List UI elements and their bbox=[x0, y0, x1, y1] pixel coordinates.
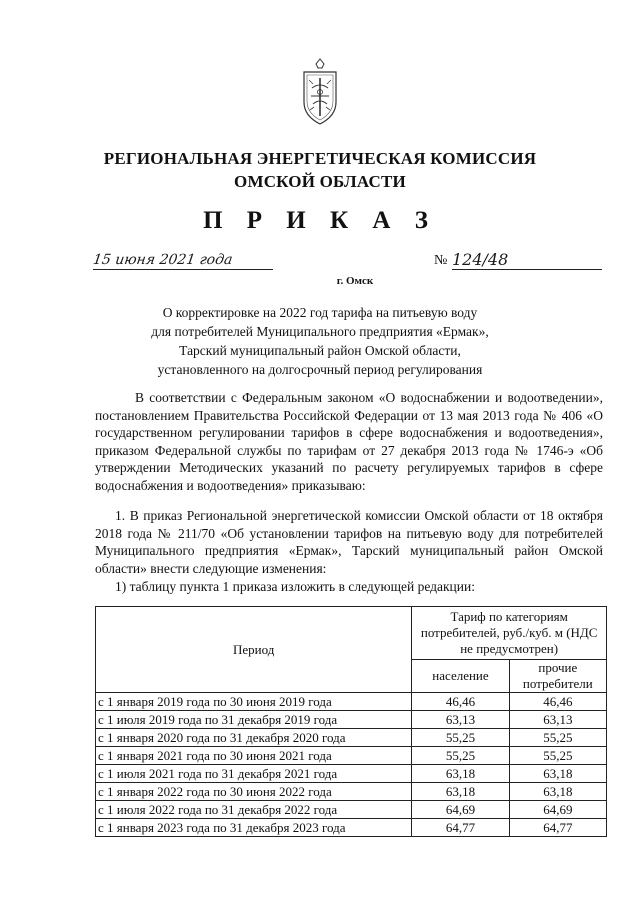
table-row bbox=[96, 693, 607, 711]
row-population-tariff: 63,18 bbox=[412, 765, 509, 783]
row-population-tariff: 55,25 bbox=[412, 729, 509, 747]
subject-line: О корректировке на 2022 год тарифа на питьевую воду bbox=[162, 305, 478, 320]
header-other-consumers: прочие потребители bbox=[509, 660, 606, 693]
organization-name-line1: РЕГИОНАЛЬНАЯ ЭНЕРГЕТИЧЕСКАЯ КОМИССИЯ bbox=[103, 149, 537, 168]
number-underline bbox=[452, 269, 602, 270]
subject-line: для потребителей Муниципального предприятия «Ермак», bbox=[151, 324, 489, 339]
row-other-tariff: 64,77 bbox=[509, 819, 606, 837]
row-population-tariff: 46,46 bbox=[412, 693, 509, 711]
number-sign: № bbox=[434, 253, 448, 268]
row-other-tariff: 63,18 bbox=[509, 783, 606, 801]
document-type-title: П Р И К А З bbox=[203, 207, 437, 234]
row-population-tariff: 64,77 bbox=[412, 819, 509, 837]
row-period: с 1 января 2023 года по 31 декабря 2023 года bbox=[96, 819, 412, 837]
row-population-tariff: 55,25 bbox=[412, 747, 509, 765]
row-period: с 1 января 2021 года по 30 июня 2021 года bbox=[96, 747, 412, 765]
table-row bbox=[96, 747, 607, 765]
body-paragraph-preamble: В соответствии с Федеральным законом «О водоснабжении и водоотведении», постановлением Правительства Российской Федерации от 13 мая 2013 года № 406 «О государственном регулировании тарифов в сфере водоснабжения и водоотведения», приказом Федеральной службы по тарифам от 27 декабря 2013 года № 1746-э «Об утверждении Методических указаний по расчету регулируемых тарифов в сфере водоснабжения и водоотведения» приказываю: bbox=[95, 390, 603, 493]
subject-line: установленного на долгосрочный период регулирования bbox=[157, 362, 483, 377]
row-other-tariff: 63,13 bbox=[509, 711, 606, 729]
date-underline bbox=[93, 269, 273, 270]
row-population-tariff: 63,13 bbox=[412, 711, 509, 729]
table-row bbox=[96, 729, 607, 747]
subject-line: Тарский муниципальный район Омской области, bbox=[179, 343, 461, 358]
document-subject bbox=[0, 303, 640, 379]
row-other-tariff: 55,25 bbox=[509, 747, 606, 765]
body-paragraph-subitem1: 1) таблицу пункта 1 приказа изложить в следующей редакции: bbox=[115, 579, 475, 594]
row-population-tariff: 63,18 bbox=[412, 783, 509, 801]
header-population: население bbox=[412, 660, 509, 693]
body-paragraph-item1: 1. В приказ Региональной энергетической комиссии Омской области от 18 октября 2018 года № 211/70 «Об установлении тарифов на питьевую воду для потребителей Муниципального предприятия «Ермак», Тарский муниципальный район Омской области» внести следующие изменения: bbox=[95, 508, 603, 576]
row-period: с 1 января 2019 года по 30 июня 2019 года bbox=[96, 693, 412, 711]
header-period: Период bbox=[96, 607, 412, 693]
row-period: с 1 июля 2021 года по 31 декабря 2021 года bbox=[96, 765, 412, 783]
table-row bbox=[96, 765, 607, 783]
row-period: с 1 июля 2022 года по 31 декабря 2022 года bbox=[96, 801, 412, 819]
tariff-table bbox=[95, 606, 607, 837]
row-population-tariff: 64,69 bbox=[412, 801, 509, 819]
row-period: с 1 июля 2019 года по 31 декабря 2019 года bbox=[96, 711, 412, 729]
organization-name-line2: ОМСКОЙ ОБЛАСТИ bbox=[234, 172, 406, 191]
row-other-tariff: 55,25 bbox=[509, 729, 606, 747]
table-row bbox=[96, 711, 607, 729]
coat-of-arms-icon bbox=[300, 58, 340, 126]
row-other-tariff: 63,18 bbox=[509, 765, 606, 783]
header-tariff: Тариф по категориям потребителей, руб./куб. м (НДС не предусмотрен) bbox=[412, 607, 607, 660]
row-other-tariff: 46,46 bbox=[509, 693, 606, 711]
row-other-tariff: 64,69 bbox=[509, 801, 606, 819]
table-row bbox=[96, 783, 607, 801]
table-row bbox=[96, 819, 607, 837]
document-date: 15 июня 2021 года bbox=[91, 252, 234, 268]
row-period: с 1 января 2020 года по 31 декабря 2020 года bbox=[96, 729, 412, 747]
city-label: г. Омск bbox=[336, 275, 374, 287]
document-number: 124/48 bbox=[452, 250, 509, 269]
table-row bbox=[96, 801, 607, 819]
row-period: с 1 января 2022 года по 30 июня 2022 года bbox=[96, 783, 412, 801]
